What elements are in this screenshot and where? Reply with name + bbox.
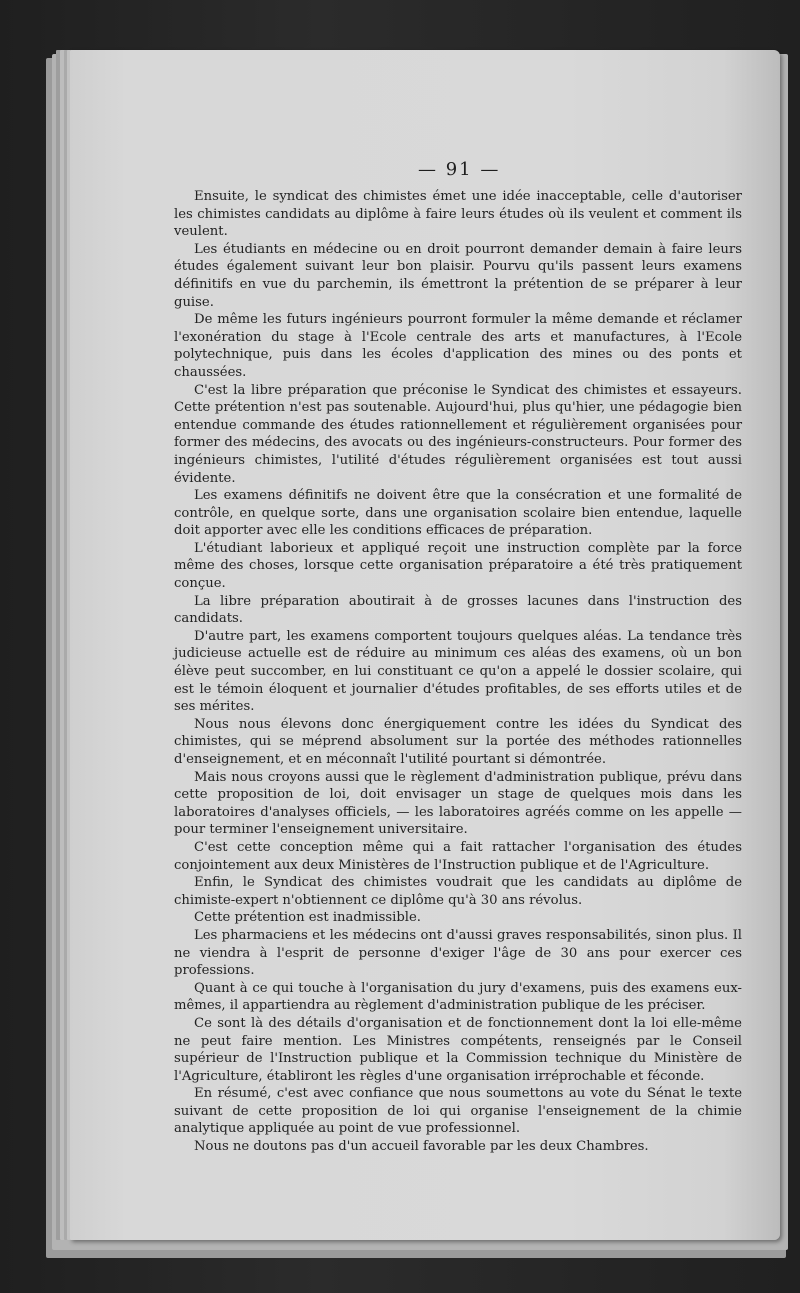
paragraph: Ensuite, le syndicat des chimistes émet une idée inacceptable, celle d'autoriser les chimistes candidats au diplôme à faire leurs études où ils veulent et comment ils veulent.: [174, 189, 742, 240]
paragraph: Mais nous croyons aussi que le règlement d'administration publique, prévu dans cette proposition de loi, doit envisager un stage de quelques mois dans les laboratoires d'analyses officiels, — les laboratoires agréés comme on les appelle — pour terminer l'enseignement universitaire.: [174, 769, 742, 838]
page-number: — 91 —: [418, 159, 501, 180]
paragraph: En résumé, c'est avec confiance que nous soumettons au vote du Sénat le texte suivant de cette proposition de loi qui organise l'enseignement de la chimie analytique appliquée au point de vue professionnel.: [174, 1086, 742, 1137]
paragraph: Enfin, le Syndicat des chimistes voudrait que les candidats au diplôme de chimiste-expert n'obtiennent ce diplôme qu'à 30 ans révolus.: [174, 875, 742, 908]
paragraph: Nous nous élevons donc énergiquement contre les idées du Syndicat des chimistes, qui se méprend absolument sur la portée des méthodes rationnelles d'enseignement, et en méconnaît l'utilité pourtant si démontrée.: [174, 716, 742, 767]
paragraph: C'est cette conception même qui a fait rattacher l'organisation des études conjointement aux deux Ministères de l'Instruction publique et de l'Agriculture.: [174, 839, 742, 873]
paragraph: La libre préparation aboutirait à de grosses lacunes dans l'instruction des candidats.: [174, 593, 742, 627]
paragraph: Quant à ce qui touche à l'organisation du jury d'examens, puis des examens eux-mêmes, il appartiendra au règlement d'administration publique de les préciser.: [174, 980, 742, 1014]
paragraph: Cette prétention est inadmissible.: [194, 910, 421, 926]
paragraph: C'est la libre préparation que préconise le Syndicat des chimistes et essayeurs. Cette prétention n'est pas soutenable. Aujourd'hui, plus qu'hier, une pédagogie bien entendue commande des études rationnellement et régulièrement organisées pour former des médecins, des avocats ou des ingénieurs-constructeurs. Pour former des ingénieurs chimistes, l'utilité d'études régulièrement organisées est tout aussi évidente.: [174, 382, 742, 486]
paragraph: Les pharmaciens et les médecins ont d'aussi graves responsabilités, sinon plus. Il ne viendra à l'esprit de personne d'exiger l'âge de 30 ans pour exercer ces professions.: [174, 927, 742, 979]
paragraph: Les examens définitifs ne doivent être que la consécration et une formalité de contrôle, en quelque sorte, dans une organisation scolaire bien entendue, laquelle doit apporter avec elle les conditions efficaces de préparation.: [174, 488, 742, 539]
body-text: [174, 188, 742, 1156]
paragraph: D'autre part, les examens comportent toujours quelques aléas. La tendance très judicieuse actuelle est de réduire au minimum ces aléas des examens, où un bon élève peut succomber, en lui constituant ce qu'on a appelé le dossier scolaire, qui est le témoin éloquent et journalier d'études profitables, de ses efforts utiles et de ses mérites.: [174, 628, 742, 715]
paragraph: Nous ne doutons pas d'un accueil favorable par les deux Chambres.: [194, 1139, 649, 1155]
paragraph: Les étudiants en médecine ou en droit pourront demander demain à faire leurs études également suivant leur bon plaisir. Pourvu qu'ils passent leurs examens définitifs en vue du parchemin, ils émettront la prétention de se préparer à leur guise.: [174, 241, 742, 310]
paragraph: Ce sont là des détails d'organisation et de fonctionnement dont la loi elle-même ne peut faire mention. Les Ministres compétents, renseignés par le Conseil supérieur de l'Instruction publique et la Commission technique du Ministère de l'Agriculture, établiront les règles d'une organisation irréprochable et féconde.: [174, 1015, 742, 1084]
paragraph: De même les futurs ingénieurs pourront formuler la même demande et réclamer l'exonération du stage à l'Ecole centrale des arts et manufactures, à l'Ecole polytechnique, puis dans les écoles d'application des mines ou des ponts et chaussées.: [174, 312, 742, 380]
paragraph: L'étudiant laborieux et appliqué reçoit une instruction complète par la force même des choses, lorsque cette organisation préparatoire a été très pratiquement conçue.: [174, 540, 742, 592]
